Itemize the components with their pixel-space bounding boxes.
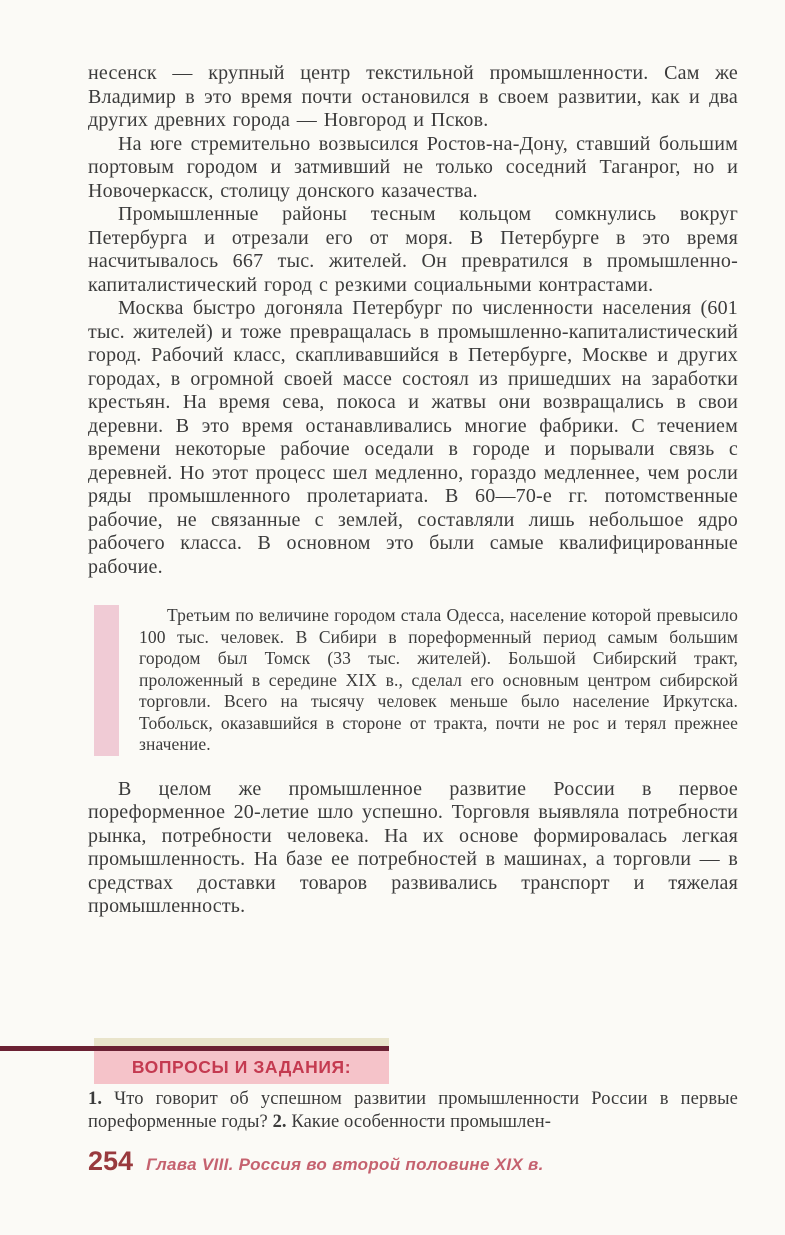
paragraph-moscow-workers: Москва быстро догоняла Петербург по численности населения (601 тыс. жителей) и тоже превращалась в промышленно-капиталистический город. Рабочий класс, скапливавшийся в Петербурге, Москве и других городах, в огромной своей массе состоял из пришедших на заработки крестьян. На время сева, покоса и жатвы они возвращались в свои деревни. В это время останавливались многие фабрики. С течением времени некоторые рабочие оседали в городе и порывали связь с деревней. Но этот процесс шел медленно, гораздо медленнее, чем росли ряды промышленного пролетариата. В 60—70-е гг. потомственные рабочие, не связанные с землей, составляли лишь небольшое ядро рабочего класса. В основном это были самые квалифицированные рабочие.: [88, 297, 738, 578]
questions-section: [88, 1088, 738, 1134]
chapter-title: Глава VIII. Россия во второй половине XIX в.: [146, 1155, 544, 1174]
paragraph-south-cities: На юге стремительно возвысился Ростов-на-Дону, ставший большим портовым городом и затмивший не только соседний Таганрог, но и Новочеркасск, столицу донского казачества.: [88, 132, 738, 202]
sidebar-note: [94, 605, 738, 756]
note-accent-bar: [94, 605, 119, 756]
questions-text: [88, 1088, 738, 1134]
questions-heading-row: [0, 1038, 389, 1084]
questions-heading-highlight: [94, 1051, 389, 1084]
questions-heading: ВОПРОСЫ И ЗАДАНИЯ:: [131, 1057, 352, 1077]
paragraph-summary: В целом же промышленное развитие России в первое пореформенное 20-летие шло успешно. Торговля выявляла потребности рынка, потребности человека. На их основе формировалась легкая промышленность. На базе ее потребностей в машинах, а торговли — в средствах доставки товаров развивались транспорт и тяжелая промышленность.: [88, 777, 738, 917]
paragraph-continuation: несенск — крупный центр текстильной промышленности. Сам же Владимир в это время почти остановился в своем развитии, как и два других древних города — Новгород и Псков.: [88, 62, 738, 131]
cream-strip: [94, 1038, 389, 1046]
body-text-column: [88, 62, 738, 919]
note-text: Третьим по величине городом стала Одесса, население которой превысило 100 тыс. человек. В Сибири в пореформенный период самым большим городом был Томск (33 тыс. жителей). Большой Сибирский тракт, проложенный в середине XIX в., сделал его основным центром сибирской торговли. Всего на тысячу человек меньше было население Иркутска. Тобольск, оказавшийся в стороне от тракта, почти не рос и терял прежнее значение.: [139, 605, 738, 754]
question-1-text: Что говорит об успешном развитии промышленности России в первые пореформенные годы?: [88, 1089, 738, 1132]
question-2-number: 2.: [272, 1112, 287, 1132]
page-number: 254: [88, 1146, 134, 1176]
question-2-text: Какие особенности промышлен-: [291, 1112, 552, 1132]
page-footer: [88, 1146, 544, 1177]
question-1-number: 1.: [88, 1089, 103, 1109]
paragraph-petersburg: Промышленные районы тесным кольцом сомкнулись вокруг Петербурга и отрезали его от моря. В Петербурге в это время насчитывалось 667 тыс. жителей. Он превратился в промышленно-капиталистический город с резкими социальными контрастами.: [88, 203, 738, 296]
